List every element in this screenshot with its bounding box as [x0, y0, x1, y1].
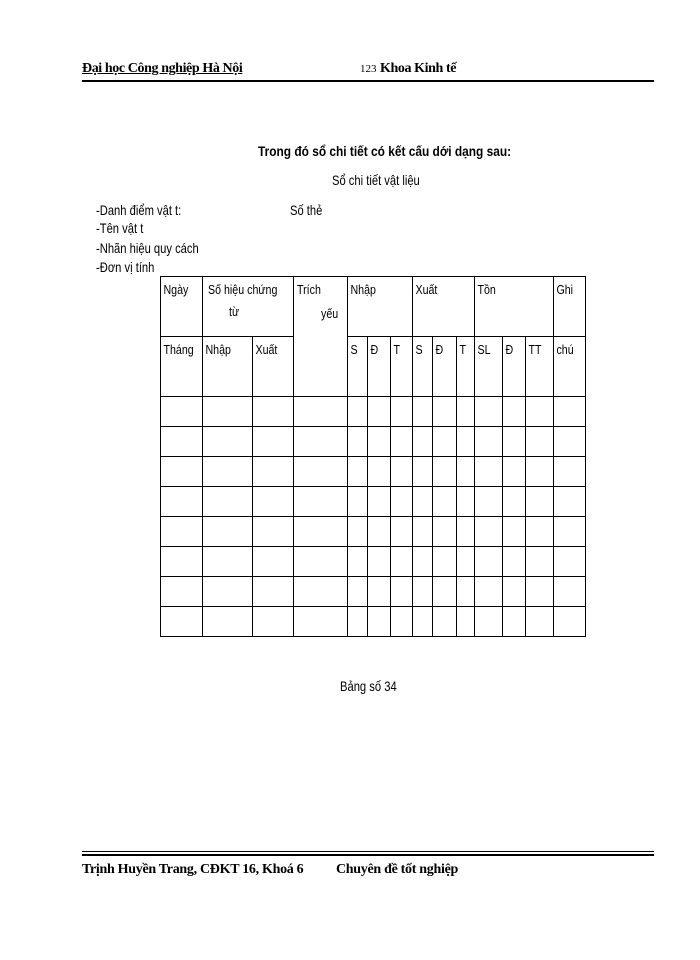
table-cell: [293, 547, 347, 577]
table-cell: [456, 427, 474, 457]
header-row-2: [161, 337, 586, 397]
table-cell: [525, 397, 553, 427]
table-cell: [456, 487, 474, 517]
table-cell: [252, 517, 293, 547]
table-cell: [347, 457, 367, 487]
col-chungtu-nhap: Nhập: [203, 337, 253, 397]
table-cell: [553, 397, 585, 427]
col-ton: Tồn: [474, 277, 553, 337]
table-cell: [456, 457, 474, 487]
table-cell: [203, 487, 253, 517]
col-ghi-chu: Ghi: [553, 277, 585, 337]
table-cell: [525, 457, 553, 487]
table-cell: [474, 517, 502, 547]
table-cell: [456, 577, 474, 607]
table-cell: [161, 487, 203, 517]
table-cell: [161, 517, 203, 547]
table-cell: [456, 397, 474, 427]
table-cell: [203, 577, 253, 607]
table-cell: [412, 607, 432, 637]
table-cell: [474, 487, 502, 517]
table-cell: [161, 397, 203, 427]
table-cell: [412, 487, 432, 517]
table-cell: [553, 457, 585, 487]
table-cell: [390, 397, 412, 427]
table-cell: [390, 577, 412, 607]
table-cell: [203, 457, 253, 487]
table-cell: [367, 547, 390, 577]
footer-thesis: Chuyên đề tốt nghiệp: [336, 862, 458, 877]
table-cell: [412, 397, 432, 427]
col-chu: chú: [553, 337, 585, 397]
table-cell: [367, 397, 390, 427]
table-cell: [525, 547, 553, 577]
table-cell: [432, 577, 456, 607]
table-cell: [474, 397, 502, 427]
table-cell: [432, 457, 456, 487]
col-nhap-s: S: [347, 337, 367, 397]
table-cell: [367, 457, 390, 487]
col-xuat: Xuất: [412, 277, 474, 337]
footer-rule-thin: [82, 851, 654, 852]
table-cell: [525, 517, 553, 547]
table-cell: [525, 577, 553, 607]
table-cell: [203, 517, 253, 547]
table-row: [161, 397, 586, 427]
table-cell: [390, 547, 412, 577]
table-cell: [525, 487, 553, 517]
table-cell: [502, 577, 525, 607]
table-cell: [252, 457, 293, 487]
header-school: Đại học Công nghiệp Hà Nội: [82, 61, 243, 76]
col-ton-d: Đ: [502, 337, 525, 397]
table-cell: [525, 427, 553, 457]
table-cell: [412, 457, 432, 487]
footer-author: Trịnh Huyền Trang, CĐKT 16, Khoá 6: [82, 862, 304, 877]
table-cell: [456, 547, 474, 577]
table-cell: [432, 607, 456, 637]
table-cell: [456, 607, 474, 637]
table-cell: [412, 427, 432, 457]
table-cell: [390, 487, 412, 517]
table-cell: [252, 547, 293, 577]
table-cell: [347, 607, 367, 637]
page-number: 123: [360, 63, 377, 75]
table-cell: [203, 607, 253, 637]
table-cell: [432, 427, 456, 457]
table-cell: [367, 607, 390, 637]
table-cell: [347, 547, 367, 577]
table-row: [161, 517, 586, 547]
table-cell: [553, 487, 585, 517]
table-cell: [474, 457, 502, 487]
col-xuat-s: S: [412, 337, 432, 397]
table-row: [161, 457, 586, 487]
col-ton-tt: TT: [525, 337, 553, 397]
table-cell: [553, 547, 585, 577]
table-cell: [203, 427, 253, 457]
table-cell: [252, 397, 293, 427]
col-nhap: Nhập: [347, 277, 412, 337]
table-cell: [412, 547, 432, 577]
table-cell: [347, 427, 367, 457]
col-chungtu-xuat: Xuất: [252, 337, 293, 397]
table-row: [161, 607, 586, 637]
table-cell: [347, 397, 367, 427]
table-cell: [252, 427, 293, 457]
table-cell: [553, 427, 585, 457]
table-cell: [553, 517, 585, 547]
table-cell: [293, 577, 347, 607]
table-row: [161, 427, 586, 457]
col-nhap-t: T: [390, 337, 412, 397]
table-cell: [390, 457, 412, 487]
col-thang: Tháng: [161, 337, 203, 397]
table-cell: [432, 487, 456, 517]
table-cell: [161, 607, 203, 637]
col-so-hieu-chung-tu: Số hiệu chứng từ: [203, 277, 294, 337]
ledger-table: [160, 276, 586, 637]
table-cell: [553, 607, 585, 637]
col-ton-sl: SL: [474, 337, 502, 397]
table-cell: [390, 517, 412, 547]
info-material-name: -Tên vật t: [96, 220, 144, 236]
table-cell: [347, 517, 367, 547]
table-cell: [293, 607, 347, 637]
table-cell: [502, 457, 525, 487]
table-caption: Bảng số 34: [340, 678, 397, 694]
table-cell: [553, 577, 585, 607]
ledger-title: Sổ chi tiết vật liệu: [332, 172, 420, 188]
info-brand-spec: -Nhãn hiệu quy cách: [96, 240, 199, 256]
table-cell: [252, 577, 293, 607]
table-cell: [412, 517, 432, 547]
table-cell: [502, 397, 525, 427]
table-cell: [474, 547, 502, 577]
table-cell: [293, 457, 347, 487]
table-cell: [474, 577, 502, 607]
header-faculty: Khoa Kinh tế: [380, 61, 457, 76]
table-cell: [390, 427, 412, 457]
table-cell: [161, 457, 203, 487]
table-cell: [502, 427, 525, 457]
table-cell: [412, 577, 432, 607]
table-row: [161, 577, 586, 607]
col-xuat-t: T: [456, 337, 474, 397]
table-cell: [347, 577, 367, 607]
table-cell: [161, 427, 203, 457]
header-right: [360, 61, 456, 77]
table-cell: [203, 547, 253, 577]
table-cell: [293, 397, 347, 427]
table-cell: [293, 427, 347, 457]
info-unit: -Đơn vị tính: [96, 259, 155, 275]
table-cell: [347, 487, 367, 517]
table-row: [161, 487, 586, 517]
table-cell: [502, 517, 525, 547]
table-cell: [432, 547, 456, 577]
info-card-number: Số thẻ: [290, 202, 323, 218]
table-cell: [502, 547, 525, 577]
header-row-1: [161, 277, 586, 337]
table-cell: [502, 607, 525, 637]
table-cell: [367, 487, 390, 517]
table-cell: [432, 397, 456, 427]
table-cell: [293, 517, 347, 547]
col-xuat-d: Đ: [432, 337, 456, 397]
table-row: [161, 547, 586, 577]
footer-rule-thick: [82, 854, 654, 856]
table-cell: [161, 577, 203, 607]
col-ngay: Ngày: [161, 277, 203, 337]
table-cell: [525, 607, 553, 637]
header-rule: [82, 80, 654, 82]
table-cell: [367, 517, 390, 547]
table-cell: [293, 487, 347, 517]
col-trich-yeu: Trích yếu: [293, 277, 347, 397]
ledger-body: [161, 397, 586, 637]
table-cell: [474, 427, 502, 457]
table-cell: [161, 547, 203, 577]
table-cell: [367, 577, 390, 607]
table-cell: [390, 607, 412, 637]
table-cell: [456, 517, 474, 547]
info-material-code: -Danh điểm vật t:: [96, 202, 182, 218]
table-cell: [432, 517, 456, 547]
table-cell: [252, 487, 293, 517]
table-cell: [502, 487, 525, 517]
col-nhap-d: Đ: [367, 337, 390, 397]
table-cell: [367, 427, 390, 457]
intro-text: Trong đó sổ chi tiết có kết cấu dới dạng sau:: [258, 143, 512, 159]
table-cell: [474, 607, 502, 637]
table-cell: [203, 397, 253, 427]
table-cell: [252, 607, 293, 637]
